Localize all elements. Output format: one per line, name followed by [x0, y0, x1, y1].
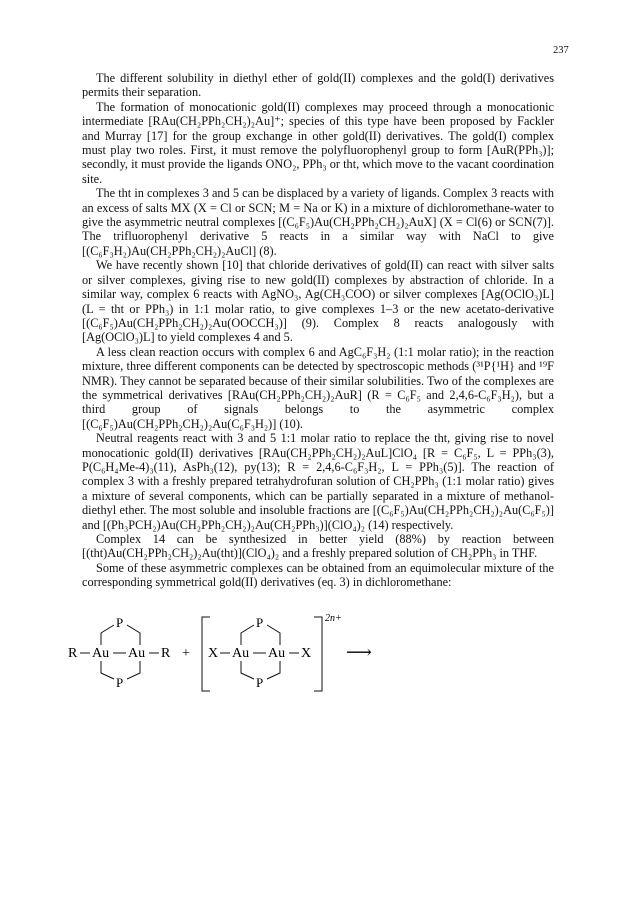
- reaction-scheme-eq3: [60, 613, 560, 690]
- left-complex-p-bottom: P: [116, 675, 124, 690]
- plus-sign: +: [182, 646, 190, 661]
- paragraph-complex-14: Complex 14 can be synthesized in better yield (88%) by reaction between [(tht)Au(CH₂PPh₂CH₂)₂Au(tht)](ClO₄)₂ and a freshly prepared solution of CH₂PPh₃ in THF.: [82, 532, 554, 561]
- article-body: [82, 71, 554, 590]
- paragraph-monocationic-formation: The formation of monocationic gold(II) complexes may proceed through a monocationic intermediate [RAu(CH₂PPh₂CH₂)₂Au]⁺; species of this type have been proposed by Fackler and Murray [17] for the group exchange in other gold(II) derivatives. The gold(I) complex must play two roles. First, it must remove the polyfluorophenyl group to form [AuR(PPh₃)]; secondly, it must provide the ligands ONO₂, PPh₃ or tht, which move to the vacant coordination site.: [82, 99, 554, 186]
- right-complex: [202, 613, 342, 691]
- paragraph-tht-displacement: The tht in complexes 3 and 5 can be displaced by a variety of ligands. Complex 3 reacts with an excess of salts MX (X = Cl or SCN; M = Na or K) in a mixture of dichloromethane-water to give the asymmetric neutral complexes [(C₆F₅)Au(CH₂PPh₂CH₂)₂AuX] (X = Cl(6) or SCN(7)]. The trifluorophenyl derivative 5 reacts in a similar way with NaCl to give [(C₆F₃H₂)Au(CH₂PPh₂CH₂)₂AuCl] (8).: [82, 186, 554, 258]
- left-complex-au-1: Au: [92, 646, 110, 661]
- paragraph-less-clean-reaction: A less clean reaction occurs with complex 6 and AgC₆F₃H₂ (1:1 molar ratio); in the reaction mixture, three different components can be detected by spectroscopic methods (³¹P{¹H} and ¹⁹F NMR). They cannot be separated because of their similar solubilities. Two of the complexes are the symmetrical derivatives [RAu(CH₂PPh₂CH₂)₂AuR] (R = C₆F₅ and 2,4,6-C₆F₃H₂), but a third group of signals belongs to the asymmetric complex [(C₆F₅)Au(CH₂PPh₂CH₂)₂Au(C₆F₃H₂)] (10).: [82, 344, 554, 431]
- left-complex-group-right: R: [161, 646, 171, 661]
- bond-line: [241, 625, 254, 645]
- page-number: 237: [553, 45, 569, 56]
- right-complex-p-bottom: P: [256, 675, 264, 690]
- charge-label: 2n+: [325, 613, 342, 624]
- paragraph-equimolecular: Some of these asymmetric complexes can be obtained from an equimolecular mixture of the corresponding symmetrical gold(II) derivatives (eq. 3) in dichloromethane:: [82, 560, 554, 590]
- paragraph-neutral-reagents: Neutral reagents react with 3 and 5 1:1 molar ratio to replace the tht, giving rise to novel monocationic gold(II) derivatives [RAu(CH₂PPh₂CH₂)₂AuL]ClO₄ [R = C₆F₅, L = PPh₃(3), P(C₆H₄Me-4)₃(11), AsPh₃(12), py(13); R = 2,4,6-C₆F₃H₂, L = PPh₃(5)]. The reaction of complex 3 with a freshly prepared tetrahydrofuran solution of CH₂PPh₃ (1:1 molar ratio) gives a mixture of several components, which can be partially separated in a mixture of methanol-diethyl ether. The most soluble and insoluble fractions are [(C₆F₅)Au(CH₂PPh₂CH₂)₂Au(C₆F₅)] and [(Ph₃PCH₂)Au(CH₂PPh₂CH₂)₂Au(CH₂PPh₃)](ClO₄)₂ (14) respectively.: [82, 431, 554, 532]
- paragraph-chloride-abstraction: We have recently shown [10] that chloride derivatives of gold(II) can react with silver salts or silver complexes, giving rise to new gold(II) complexes by abstraction of chloride. In a similar way, complex 6 reacts with AgNO₃, Ag(CH₃COO) or silver complexes [Ag(OClO₃)L] (L = tht or PPh₃) in 1:1 molar ratio, to give complexes 1–3 or the new acetato-derivative [(C₆F₅)Au(CH₂PPh₂CH₂)₂Au(OOCCH₃)] (9). Complex 8 reacts analogously with [Ag(OClO₃)L] to yield complexes 4 and 5.: [82, 258, 554, 345]
- bond-line: [127, 625, 140, 645]
- right-complex-group-right: X: [301, 646, 312, 661]
- left-complex-group-left: R: [68, 646, 78, 661]
- paragraph-solubility: The different solubility in diethyl ether of gold(II) complexes and the gold(I) derivatives permits their separation.: [82, 71, 554, 100]
- right-complex-group-left: X: [208, 646, 219, 661]
- right-complex-au-1: Au: [232, 646, 250, 661]
- left-complex-au-2: Au: [128, 646, 146, 661]
- right-complex-p-top: P: [256, 615, 264, 630]
- bond-line: [267, 625, 280, 645]
- right-complex-au-2: Au: [268, 646, 286, 661]
- bond-line: [241, 661, 254, 679]
- left-complex: [68, 615, 171, 690]
- bond-line: [267, 661, 280, 679]
- reaction-arrow: ⟶: [346, 642, 372, 662]
- bond-line: [101, 661, 114, 679]
- right-bracket: [314, 617, 322, 691]
- bond-line: [101, 625, 114, 645]
- reaction-scheme-drawing: [60, 615, 560, 695]
- left-complex-p-top: P: [116, 615, 124, 630]
- bond-line: [127, 661, 140, 679]
